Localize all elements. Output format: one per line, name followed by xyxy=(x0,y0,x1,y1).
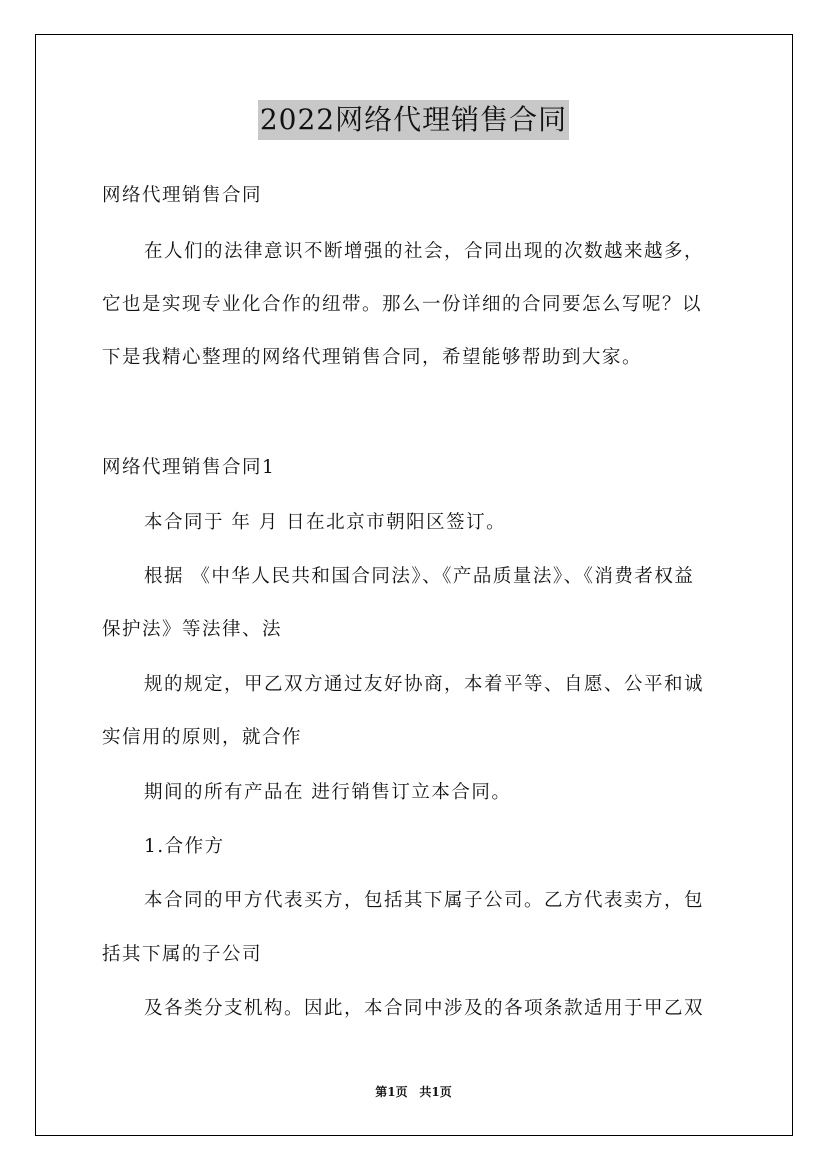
body-line-5: 实信用的原则，就合作 xyxy=(102,727,303,748)
body-line-3: 保护法》等法律、法 xyxy=(102,619,283,640)
body-line-8: 本合同的甲方代表买方，包括其下属子公司。乙方代表卖方，包 xyxy=(144,890,705,911)
intro-line-2: 它也是实现专业化合作的纽带。那么一份详细的合同要怎么写呢？以 xyxy=(102,294,703,315)
title-container xyxy=(0,100,827,140)
body-line-2: 根据 《中华人民共和国合同法》、《产品质量法》、《消费者权益 xyxy=(144,566,695,587)
body-line-7: 1.合作方 xyxy=(144,836,225,857)
intro-line-3: 下是我精心整理的网络代理销售合同，希望能够帮助到大家。 xyxy=(102,347,643,368)
total-pages: 共1页 xyxy=(419,1085,452,1099)
body-line-9: 括其下属的子公司 xyxy=(102,944,263,965)
body-line-10: 及各类分支机构。因此，本合同中涉及的各项条款适用于甲乙双 xyxy=(144,998,705,1019)
page-footer xyxy=(0,1083,827,1100)
body-line-6: 期间的所有产品在 进行销售订立本合同。 xyxy=(144,782,512,803)
document-title: 2022网络代理销售合同 xyxy=(258,100,569,140)
subtitle-2: 网络代理销售合同1 xyxy=(102,457,276,478)
body-line-1: 本合同于 年 月 日在北京市朝阳区签订。 xyxy=(144,512,507,533)
subtitle-1: 网络代理销售合同 xyxy=(102,185,263,206)
page-number: 第1页 xyxy=(375,1085,408,1099)
body-line-4: 规的规定，甲乙双方通过友好协商，本着平等、自愿、公平和诚 xyxy=(144,674,705,695)
intro-line-1: 在人们的法律意识不断增强的社会，合同出现的次数越来越多， xyxy=(144,241,705,262)
